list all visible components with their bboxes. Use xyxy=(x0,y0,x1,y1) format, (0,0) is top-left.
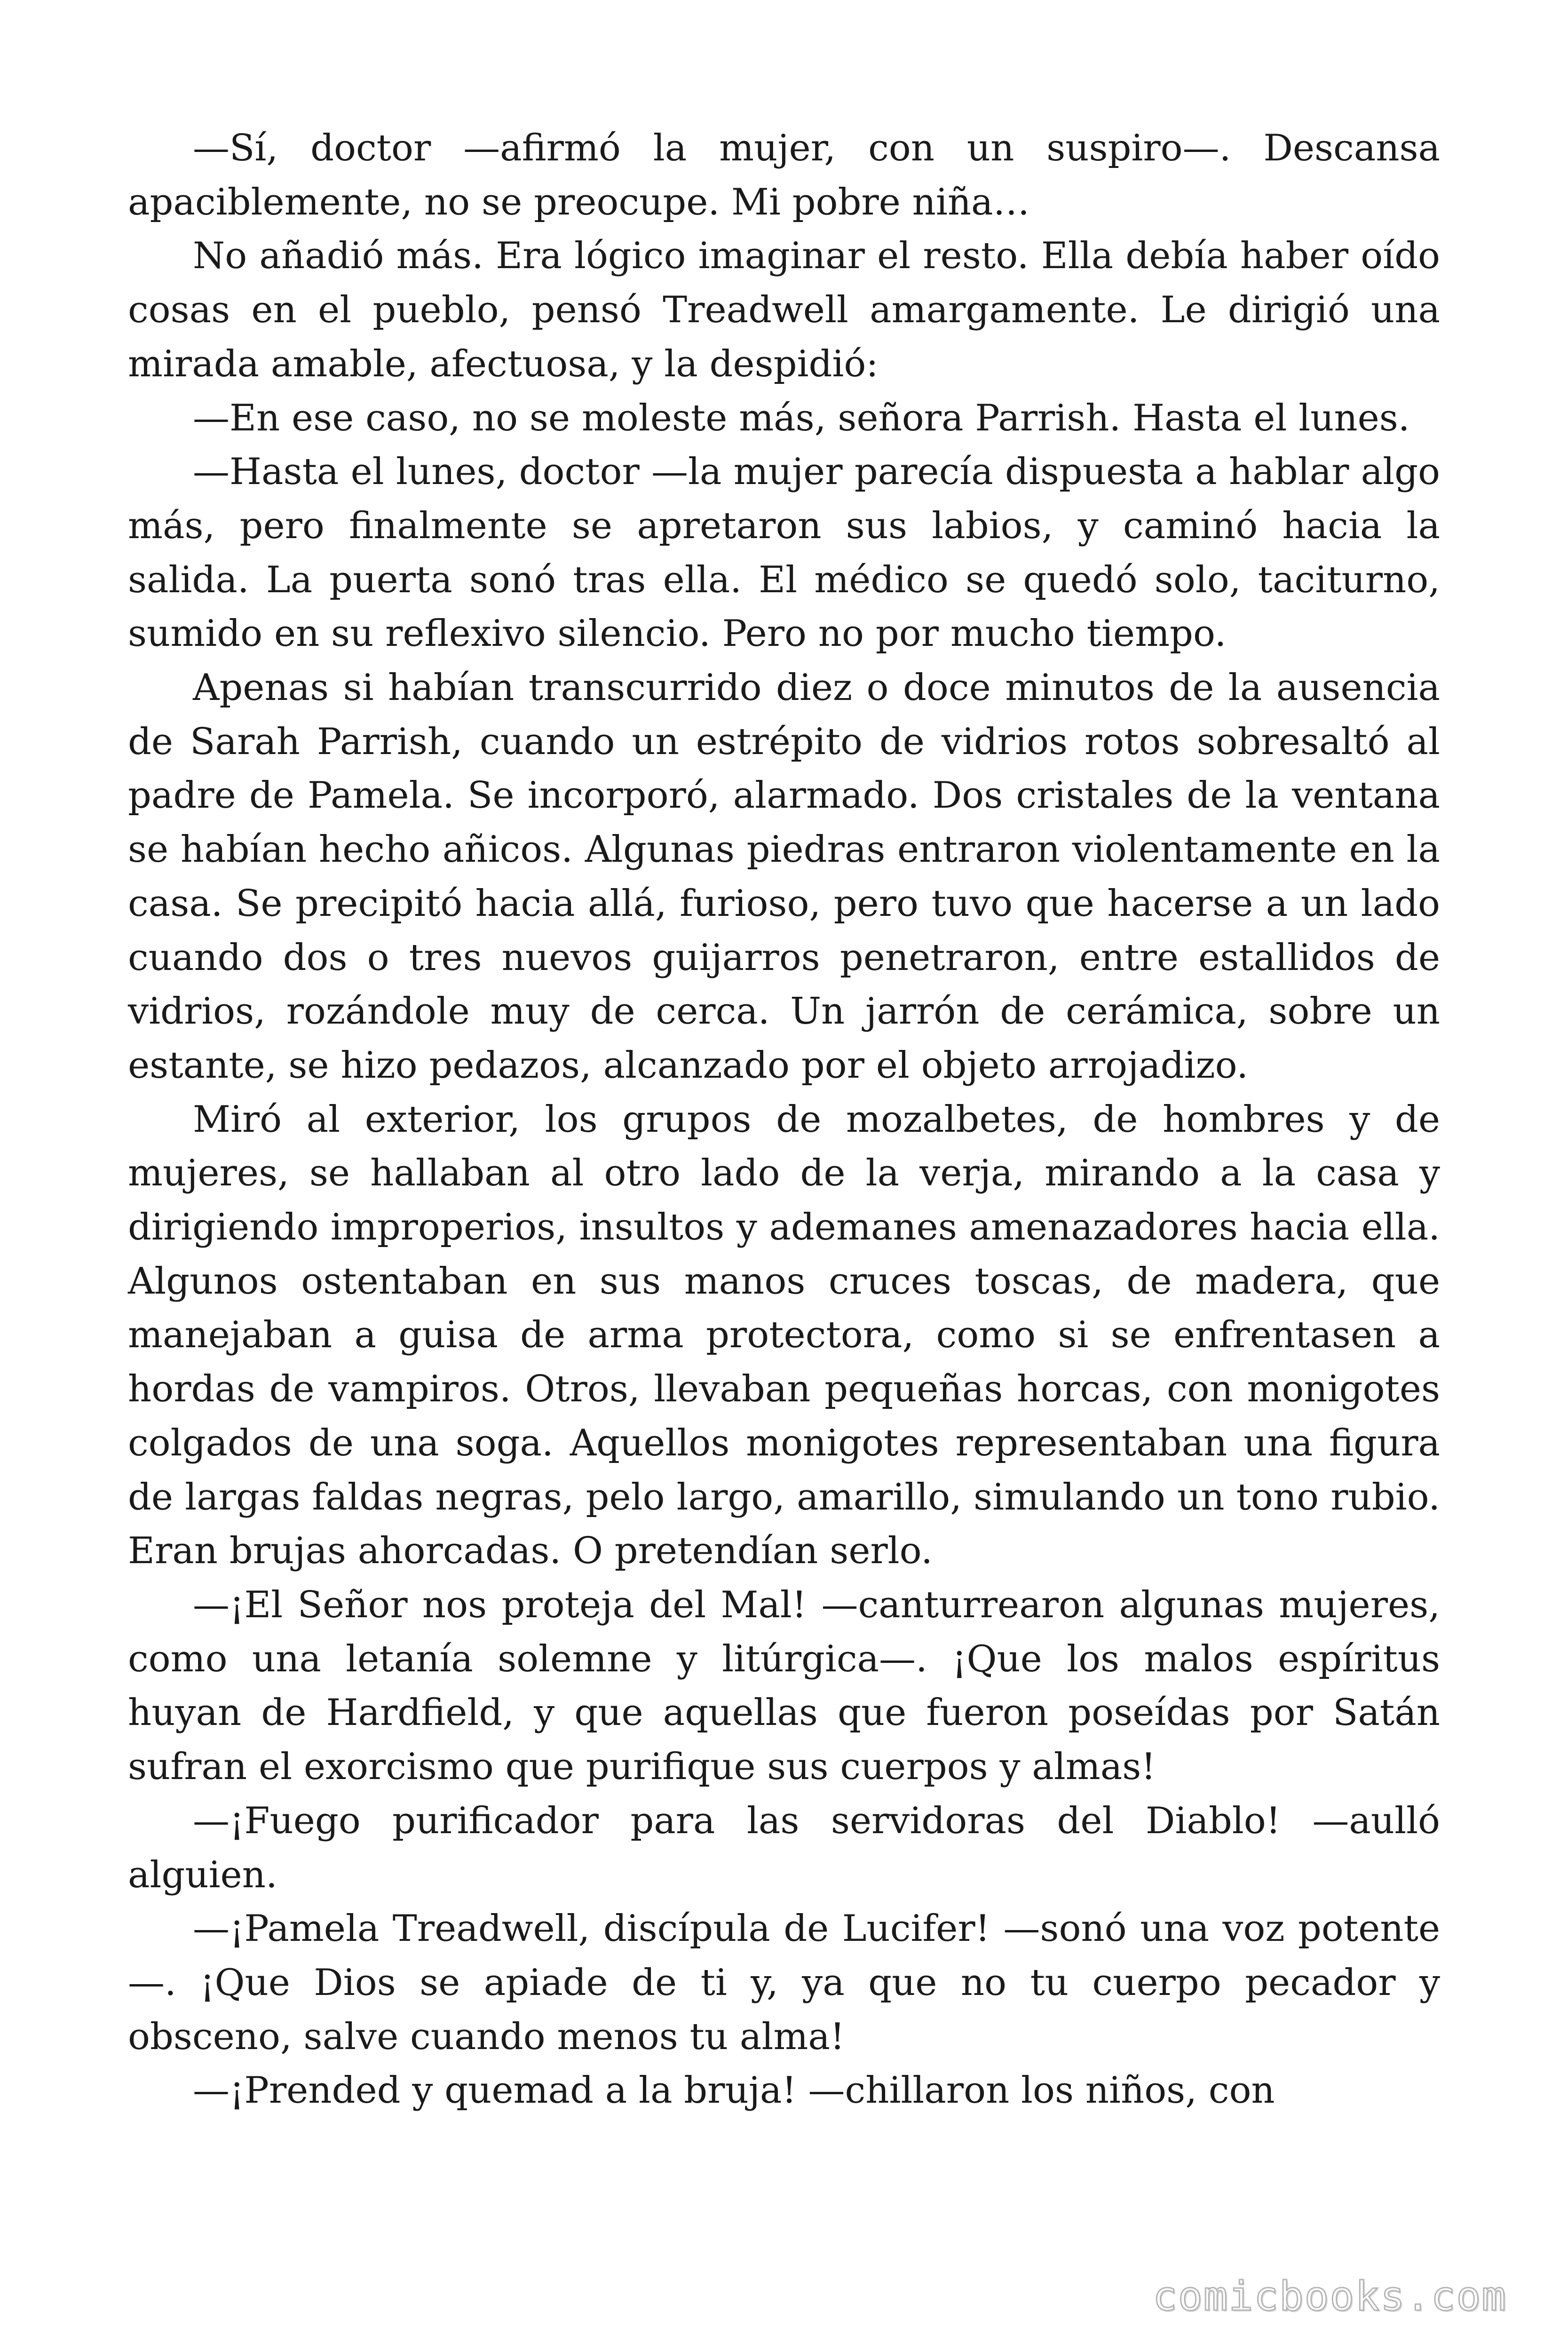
body-text xyxy=(128,121,1440,2118)
paragraph: —¡Pamela Treadwell, discípula de Lucifer! —sonó una voz potente—. ¡Que Dios se apiade de ti y, ya que no tu cuerpo pecador y obsceno, salve cuando menos tu alma! xyxy=(128,1907,1440,2058)
paragraph: —Hasta el lunes, doctor —la mujer parecía dispuesta a hablar algo más, pero finalmente se apretaron sus labios, y caminó hacia la salida. La puerta sonó tras ella. El médico se quedó solo, taciturno, sumido en su reflexivo silencio. Pero no por mucho tiempo. xyxy=(128,451,1440,655)
watermark: comicbooks.com xyxy=(1153,2273,1507,2320)
paragraph: —¡Fuego purificador para las servidoras del Diablo! —aulló alguien. xyxy=(128,1799,1440,1896)
paragraph: Apenas si habían transcurrido diez o doce minutos de la ausencia de Sarah Parrish, cuando un estrépito de vidrios rotos sobresaltó al padre de Pamela. Se incorporó, alarmado. Dos cristales de la ventana se habían hecho añicos. Algunas piedras entraron violentamente en la casa. Se precipitó hacia allá, furioso, pero tuvo que hacerse a un lado cuando dos o tres nuevos guijarros penetraron, entre estallidos de vidrios, rozándole muy de cerca. Un jarrón de cerámica, sobre un estante, se hizo pedazos, alcanzado por el objeto arrojadizo. xyxy=(128,667,1440,1087)
paragraph: —Sí, doctor —afirmó la mujer, con un suspiro—. Descansa apaciblemente, no se preocupe. Mi pobre niña… xyxy=(128,127,1440,223)
paragraph: —¡Prended y quemad a la bruja! —chillaron los niños, con xyxy=(193,2069,1275,2112)
paragraph: Miró al exterior, los grupos de mozalbetes, de hombres y de mujeres, se hallaban al otro lado de la verja, mirando a la casa y dirigiendo improperios, insultos y ademanes amenazadores hacia ella. Algunos ostentaban en sus manos cruces toscas, de madera, que manejaban a guisa de arma protectora, como si se enfrentasen a hordas de vampiros. Otros, llevaban pequeñas horcas, con monigotes colgados de una soga. Aquellos monigotes representaban una figura de largas faldas negras, pelo largo, amarillo, simulando un tono rubio. Eran brujas ahorcadas. O pretendían serlo. xyxy=(128,1098,1440,1573)
paragraph: —En ese caso, no se moleste más, señora Parrish. Hasta el lunes. xyxy=(193,397,1410,439)
paragraph: —¡El Señor nos proteja del Mal! —canturrearon algunas mujeres, como una letanía solemne y litúrgica—. ¡Que los malos espíritus huyan de Hardfield, y que aquellas que fueron poseídas por Satán sufran el exorcismo que purifique sus cuerpos y almas! xyxy=(128,1583,1440,1788)
paragraph: No añadió más. Era lógico imaginar el resto. Ella debía haber oído cosas en el pueblo, pensó Treadwell amargamente. Le dirigió una mirada amable, afectuosa, y la despidió: xyxy=(128,235,1440,385)
